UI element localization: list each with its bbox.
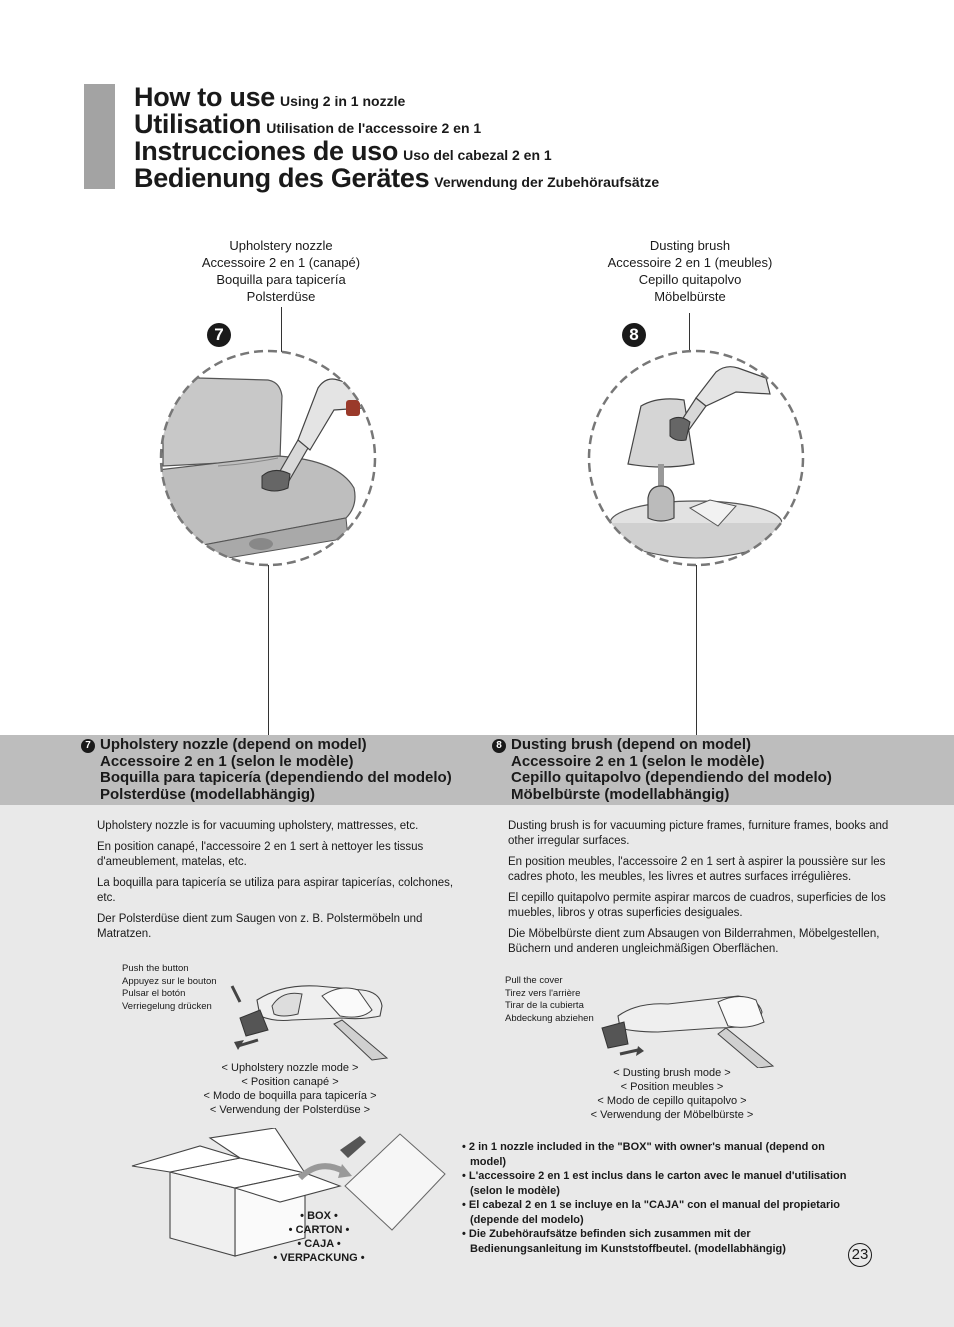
callout-line: Möbelbürste [654,289,726,304]
title-line: Cepillo quitapolvo (dependiendo del modelo) [511,769,832,786]
sofa-illustration [158,348,378,568]
page-number: 23 [848,1243,872,1267]
paragraph: En position canapé, l'accessoire 2 en 1 sert à nettoyer les tissus d'ameublement, matelas, etc. [97,841,424,868]
step-7-title [81,737,452,803]
note-item: • L'accessoire 2 en 1 est inclus dans le carton avec le manuel d'utilisation (selon le modèle) [462,1170,847,1197]
label-line: Tirez vers l'arrière [505,987,581,999]
label-line: Abdeckung abziehen [505,1012,594,1024]
callout-line: Accessoire 2 en 1 (meubles) [607,255,773,270]
title-line: Boquilla para tapicería (dependiendo del modelo) [100,769,452,786]
callout-line: Accessoire 2 en 1 (canapé) [201,255,361,270]
label-line: < Modo de boquilla para tapicería > [203,1090,377,1102]
lamp-illustration [586,348,806,568]
label-line: < Dusting brush mode > [613,1067,731,1079]
dusting-mode-labels [572,1066,772,1122]
label-line: Verriegelung drücken [122,1000,212,1012]
label-line: Pulsar el botón [122,988,186,999]
step-7-badge: 7 [207,323,231,347]
callout-line: Dusting brush [649,238,731,253]
heading-title: How to use [134,82,276,112]
callout-line: Boquilla para tapicería [216,272,346,287]
heading-title: Utilisation [134,109,262,139]
callout-upholstery-nozzle [181,237,381,305]
paragraph: En position meubles, l'accessoire 2 en 1 sert à aspirer la poussière sur les cadres photo, les meubles, les livres et autres surfaces irrégulières. [508,856,886,883]
heading-title: Bedienung des Gerätes [134,163,430,193]
step-7-small-badge: 7 [81,739,95,753]
heading-title: Instrucciones de uso [134,136,399,166]
label-line: Appuyez sur le bouton [122,975,217,987]
paragraph: Dusting brush is for vacuuming picture frames, furniture frames, books and other irregular surfaces. [508,820,889,847]
dusting-mode-illustration [598,988,778,1068]
paragraph: El cepillo quitapolvo permite aspirar marcos de cuadros, superficies de los muebles, libros y otras superficies desiguales. [508,892,886,919]
included-notes [462,1140,847,1256]
label-line: • BOX • [300,1210,338,1222]
title-line: Dusting brush (depend on model) [511,736,751,753]
title-line: Accessoire 2 en 1 (selon le modèle) [100,752,354,770]
upholstery-mode-labels [190,1061,390,1117]
note-item: • 2 in 1 nozzle included in the "BOX" with owner's manual (depend on model) [462,1141,825,1168]
paragraph: Upholstery nozzle is for vacuuming upholstery, mattresses, etc. [97,820,419,832]
paragraph: Der Polsterdüse dient zum Saugen von z. B. Polstermöbeln und Matratzen. [97,913,423,940]
push-button-labels [122,963,217,1013]
title-line: Polsterdüse (modellabhängig) [100,785,316,803]
label-line: • CARTON • [288,1224,350,1236]
label-line: • VERPACKUNG • [273,1252,365,1264]
step-8-badge: 8 [622,323,646,347]
label-line: Push the button [122,963,189,974]
leader-line [268,565,269,735]
leader-line [696,565,697,735]
heading-subtitle: Uso del cabezal 2 en 1 [403,147,552,163]
label-line: < Modo de cepillo quitapolvo > [597,1095,747,1107]
label-line: Pull the cover [505,975,563,986]
step-7-description [97,819,457,948]
note-item: • Die Zubehöraufsätze befinden sich zusammen mit der Bedienungsanleitung im Kunststoffbeutel. (modellabhängig) [462,1228,786,1255]
paragraph: La boquilla para tapicería se utiliza para aspirar tapicerías, colchones, etc. [97,877,454,904]
step-8-title [492,737,832,803]
heading-side-bar [84,84,115,189]
heading-de [134,163,659,194]
label-line: • CAJA • [297,1238,341,1250]
box-labels [249,1209,389,1265]
label-line: < Upholstery nozzle mode > [221,1062,359,1074]
heading-subtitle: Verwendung der Zubehöraufsätze [434,174,660,190]
heading-subtitle: Using 2 in 1 nozzle [280,93,406,109]
title-line: Accessoire 2 en 1 (selon le modèle) [511,752,765,770]
label-line: Tirar de la cubierta [505,1000,584,1011]
label-line: < Verwendung der Polsterdüse > [209,1104,371,1116]
callout-line: Upholstery nozzle [229,238,333,253]
pull-cover-labels [505,975,594,1025]
step-8-small-badge: 8 [492,739,506,753]
upholstery-mode-illustration [222,980,397,1062]
callout-line: Polsterdüse [246,289,316,304]
title-line: Upholstery nozzle (depend on model) [100,736,367,753]
label-line: < Position meubles > [620,1081,724,1093]
callout-line: Cepillo quitapolvo [638,272,742,287]
callout-dusting-brush [590,237,790,305]
note-item: • El cabezal 2 en 1 se incluye en la "CAJA" con el manual del propietario (depende del modelo) [462,1199,841,1226]
label-line: < Position canapé > [241,1076,339,1088]
paragraph: Die Möbelbürste dient zum Absaugen von Bilderrahmen, Möbelgestellen, Büchern und anderen ungleichmäßigen Oberflächen. [508,928,880,955]
label-line: < Verwendung der Möbelbürste > [590,1109,754,1121]
title-line: Möbelbürste (modellabhängig) [511,785,730,803]
step-8-description [508,819,898,963]
heading-subtitle: Utilisation de l'accessoire 2 en 1 [266,120,482,136]
